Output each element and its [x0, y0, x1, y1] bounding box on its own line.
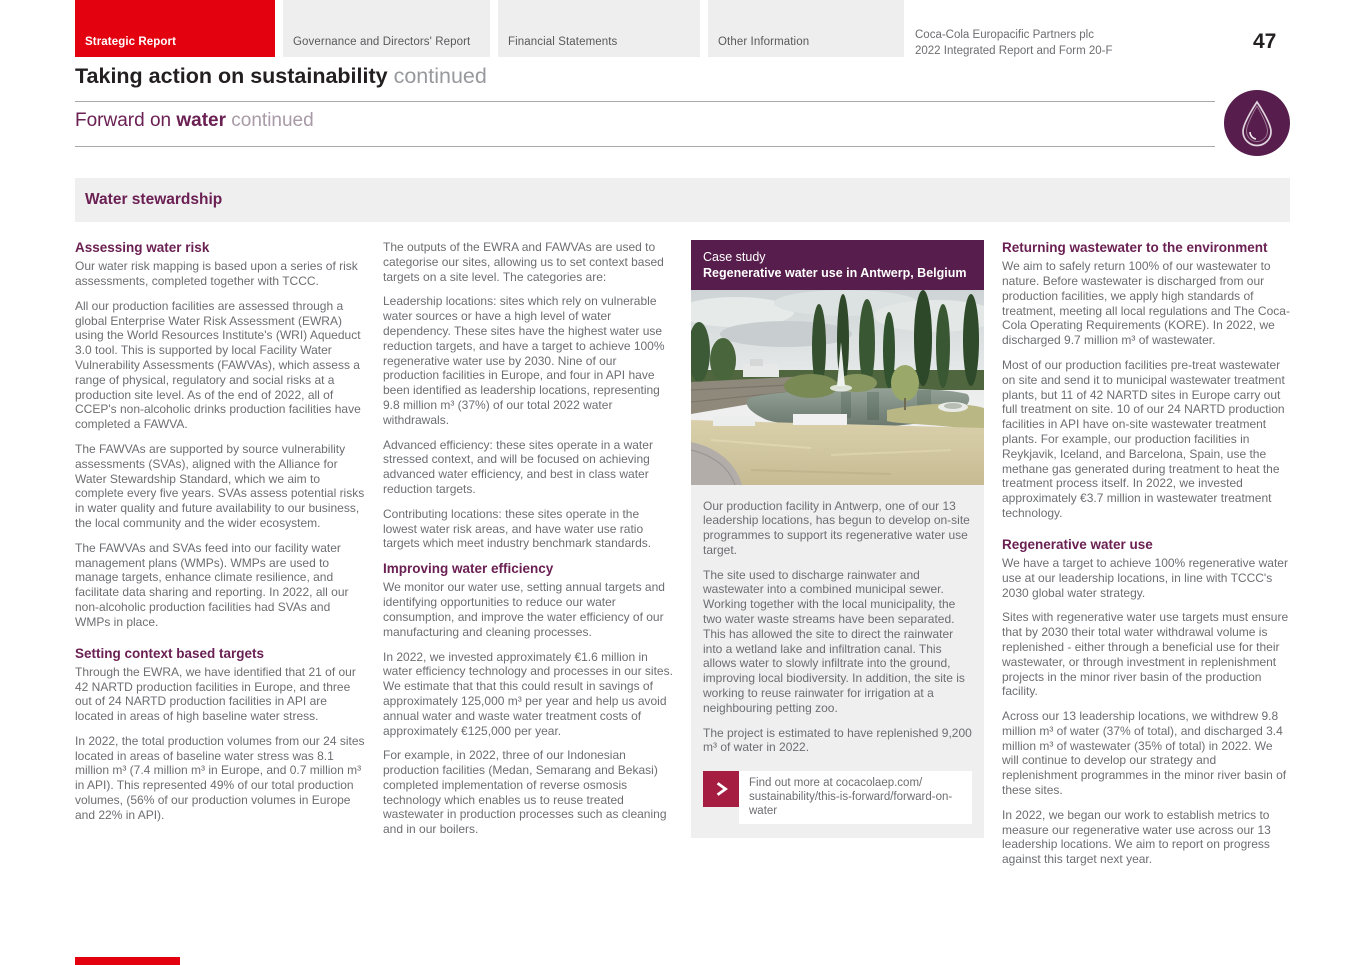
- heading-assessing-water-risk: Assessing water risk: [75, 240, 210, 255]
- paragraph: Across our 13 leadership locations, we withdrew 9.8 million m³ of water (37% of total), and discharged 3.4 million m³ of wastewater (35% of total) in 2022. We will continue to develop our strategy and replenishment programmes in the minor river basin of these sites.: [1002, 709, 1287, 798]
- paragraph: Leadership locations: sites which rely on vulnerable water sources or have a high level of water dependency. These sites have the highest water use reduction targets, and have a target to achieve 100% regenerative water use by 2030. Nine of our production facilities in Europe, and four in API have been identified as leadership locations, representing 9.8 million m³ (37%) of our total 2022 water withdrawals.: [383, 294, 665, 427]
- page-title-suffix: continued: [387, 64, 487, 88]
- case-study-header: [691, 240, 984, 290]
- divider: [75, 101, 1215, 102]
- paragraph: The outputs of the EWRA and FAWVAs are used to categorise our sites, allowing us to set context based targets on a site level. The categories are:: [383, 240, 664, 284]
- paragraph: In 2022, the total production volumes from our 24 sites located in areas of baseline water stress was 8.1 million m³ (7.4 million m³ in Europe, and 0.7 million m³ in API). This represented 49% of our total production volumes, (56% of our production volumes in Europe and 22% in API).: [75, 733, 365, 822]
- paragraph: In 2022, we invested approximately €1.6 million in water efficiency technology and processes in our sites. We estimate that that this could result in savings of approximately 125,000 m³ per year and help us avoid annual water and waste water treatment costs of approximately €125,000 per year.: [383, 649, 673, 738]
- paragraph: Advanced efficiency: these sites operate in a water stressed context, and will be focused on achieving advanced water efficiency, and best in class water reduction targets.: [383, 437, 653, 496]
- case-study-title: Regenerative water use in Antwerp, Belgium: [703, 266, 967, 281]
- paragraph: In 2022, we began our work to establish metrics to measure our regenerative water use across our 13 leadership locations. We aim to report on progress against this target next year.: [1002, 807, 1271, 867]
- heading-setting-context-based-targets: Setting context based targets: [75, 645, 265, 661]
- paragraph: The FAWVAs are supported by source vulnerability assessments (SVAs), aligned with the Alliance for Water Stewardship Standard, which we aim to complete every five years. SVAs assess potential risks in water quality and future availability to our business, the local community and the wider ecosystem.: [75, 441, 365, 530]
- tab-strategic-report[interactable]: [75, 0, 275, 57]
- paragraph: Our water risk mapping is based upon a series of risk assessments, completed together with TCCC.: [75, 259, 358, 288]
- section-tab-bar: [75, 0, 904, 57]
- paragraph: Most of our production facilities pre-treat wastewater on site and send it to municipal wastewater treatment plants, but 11 of 42 NARTD sites in Europe carry out full treatment on site. 10 of our 24 NARTD production facilities in API have on-site wastewater treatment plants. For example, our production facilities in Reykjavik, Iceland, and Barcelona, Spain, use the methane gas generated during treatment to heat the treatment process itself. In 2022, we invested approximately €3.7 million in wastewater treatment technology.: [1002, 357, 1285, 520]
- column-wastewater: [1002, 240, 1290, 877]
- paragraph: All our production facilities are assessed through a global Enterprise Water Risk Assessment (EWRA) using the World Resources Institute's (WRI) Aqueduct 3.0 tool. This is supported by local Facility Water Vulnerability Assessments (FAWVAs), which assess a range of physical, regulatory and social risks at a production site level. As of the end of 2022, all of CCEP's non-alcoholic drinks production facilities have completed a FAWVA.: [75, 298, 361, 432]
- paragraph: Our production facility in Antwerp, one of our 13 leadership locations, has begun to develop on-site programmes to support its regenerative water use target.: [703, 498, 970, 557]
- paragraph: The project is estimated to have replenished 9,200 m³ of water in 2022.: [703, 725, 972, 755]
- chevron-right-icon: [703, 771, 739, 807]
- paragraph: Contributing locations: these sites operate in the lowest water risk areas, and have water use ratio targets which meet industry benchmark standards.: [383, 506, 652, 551]
- case-study-body: [691, 485, 984, 756]
- section-header-water-stewardship: [75, 178, 1290, 222]
- section-header-label: Water stewardship: [85, 191, 223, 208]
- paragraph: The site used to discharge rainwater and wastewater into a combined municipal sewer. Working together with the local municipality, the two water waste streams have been separated. This has allowed the site to direct the rainwater into a wetland lake and infiltration canal. This allows water to slowly infiltrate into the ground, improving local biodiversity. In addition, the site is working to reuse rainwater for irrigation at a neighbouring petting zoo.: [703, 567, 965, 715]
- heading-regenerative-water-use: Regenerative water use: [1002, 536, 1153, 552]
- paragraph: We monitor our water use, setting annual targets and identifying opportunities to reduce our water consumption, and improve the water efficiency of our manufacturing and cleaning processes.: [383, 580, 665, 639]
- case-study-kicker: Case study: [703, 250, 766, 264]
- divider: [75, 146, 1215, 147]
- paragraph: For example, in 2022, three of our Indonesian production facilities (Medan, Semarang and Bekasi) completed implementation of reverse osmosis technology which enables us to reuse treated wastewater in production processes such as cleaning and in our boilers.: [383, 748, 667, 837]
- tab-governance-directors-report[interactable]: [283, 0, 490, 57]
- tab-other-information[interactable]: [708, 0, 904, 57]
- heading-improving-water-efficiency: Improving water efficiency: [383, 561, 554, 577]
- tab-label: Other Information: [718, 36, 810, 48]
- tab-label: Strategic Report: [85, 36, 177, 48]
- page-title: [75, 64, 487, 89]
- report-meta-line1: Coca-Cola Europacific Partners plc: [915, 29, 1094, 41]
- subtitle-prefix: Forward on: [75, 110, 177, 131]
- column-assessing-water-risk: [75, 240, 365, 833]
- paragraph: The FAWVAs and SVAs feed into our facility water management plans (WMPs). WMPs are used to manage targets, enhance climate resilience, and facilitate data sharing and reporting. In 2022, all our non-alcoholic production facilities had SVAs and WMPs in place.: [75, 540, 349, 629]
- find-out-more-link[interactable]: [703, 771, 972, 824]
- water-drop-icon: [1224, 90, 1290, 156]
- paragraph: Sites with regenerative water use targets must ensure that by 2030 their total water withdrawal volume is replenished - either through a beneficial use for their wastewater, or through investment in replenishment projects in the minor river basin of the production facility.: [1002, 610, 1289, 699]
- body-columns: [75, 240, 1290, 877]
- report-meta: [915, 27, 1113, 59]
- paragraph: We have a target to achieve 100% regenerative water use at our leadership locations, in line with TCCC's 2030 global water strategy.: [1002, 555, 1288, 600]
- paragraph: We aim to safely return 100% of our wastewater to nature. Before wastewater is discharged from our production facilities, we apply high standards of treatment, meeting all local regulations and The Coca-Cola Operating Requirements (KORE). In 2022, we discharged 9.7 million m³ of wastewater.: [1002, 259, 1290, 348]
- tab-label: Financial Statements: [508, 36, 618, 48]
- subtitle-keyword: water: [176, 110, 227, 131]
- paragraph: Through the EWRA, we have identified that 21 of our 42 NARTD production facilities in Europe, and three out of 24 NARTD production facilities in API are located in areas of high baseline water stress.: [75, 664, 356, 724]
- next-page-tab-stub: [75, 957, 180, 965]
- page-number: 47: [1253, 30, 1277, 53]
- page-title-main: Taking action on sustainability: [75, 64, 388, 88]
- tab-label: Governance and Directors' Report: [293, 36, 471, 48]
- page-subtitle: [75, 110, 314, 132]
- tab-financial-statements[interactable]: [498, 0, 700, 57]
- report-meta-line2: 2022 Integrated Report and Form 20-F: [915, 45, 1113, 58]
- column-site-categories: [383, 240, 673, 847]
- heading-returning-wastewater: Returning wastewater to the environment: [1002, 240, 1268, 255]
- subtitle-suffix: continued: [226, 110, 314, 131]
- case-study-panel: [691, 240, 984, 838]
- find-out-more-text: Find out more at cocacolaep.com/ sustainability/this-is-forward/forward-on-water: [739, 771, 972, 824]
- case-study-photo: [691, 290, 984, 485]
